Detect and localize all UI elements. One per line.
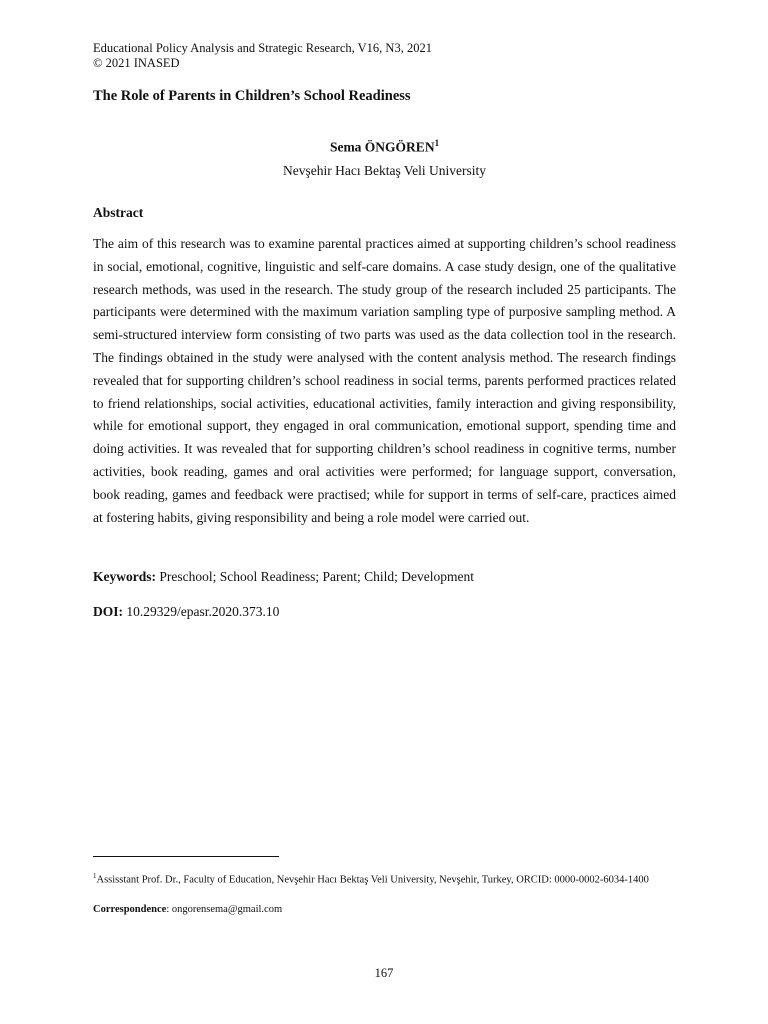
author-name [93, 134, 676, 157]
doi-value: 10.29329/epasr.2020.373.10 [126, 604, 280, 619]
footnote-divider [93, 856, 279, 857]
abstract-heading: Abstract [93, 205, 144, 220]
correspondence-line [93, 904, 282, 915]
doi-line [93, 604, 279, 620]
author-affiliation: Nevşehir Hacı Bektaş Veli University [283, 162, 486, 178]
abstract-body: The aim of this research was to examine parental practices aimed at supporting children’s school readiness in social, emotional, cognitive, linguistic and self-care domains. A case study design, one of the qualitative research methods, was used in the research. The study group of the research included 25 participants. The participants were determined with the maximum variation sampling type of purposive sampling method. A semi-structured interview form consisting of two parts was used as the data collection tool in the research. The findings obtained in the study were analysed with the content analysis method. The research findings revealed that for supporting children’s school readiness in social terms, parents performed practices related to friend relationships, social activities, educational activities, family interaction and giving responsibility, while for emotional support, they engaged in oral communication, emotional support, spending time and doing activities. It was revealed that for supporting children’s school readiness in cognitive terms, number activities, book reading, games and oral activities were performed; for language support, conversation, book reading, games and feedback were practised; while for support in terms of self-care, practices aimed at fostering habits, giving responsibility and being a role model were carried out. [93, 236, 676, 525]
keywords-line [93, 569, 474, 585]
author-footnote-mark: 1 [434, 138, 440, 148]
correspondence-label: Correspondence [93, 904, 167, 915]
footnote [93, 866, 676, 891]
correspondence-email: : ongorensema@gmail.com [166, 904, 283, 915]
keywords-label: Keywords: [93, 569, 156, 584]
keywords-value: Preschool; School Readiness; Parent; Child; Development [159, 569, 474, 584]
author-name-text: Sema ÖNGÖREN [329, 139, 435, 155]
paper-title: The Role of Parents in Children’s School Readiness [93, 88, 411, 104]
journal-citation: Educational Policy Analysis and Strategic Research, V16, N3, 2021 [93, 41, 432, 55]
page-number: 167 [374, 966, 394, 980]
copyright-line: © 2021 INASED [93, 56, 180, 70]
author-block [93, 134, 676, 180]
footnote-mark: 1 [93, 872, 97, 880]
doi-label: DOI: [93, 604, 123, 619]
footnote-text: Assisstant Prof. Dr., Faculty of Education, Nevşehir Hacı Bektaş Veli University, Nevşehir, Turkey, ORCID: 0000-0002-6034-1400 [96, 874, 649, 886]
journal-header [93, 41, 432, 71]
